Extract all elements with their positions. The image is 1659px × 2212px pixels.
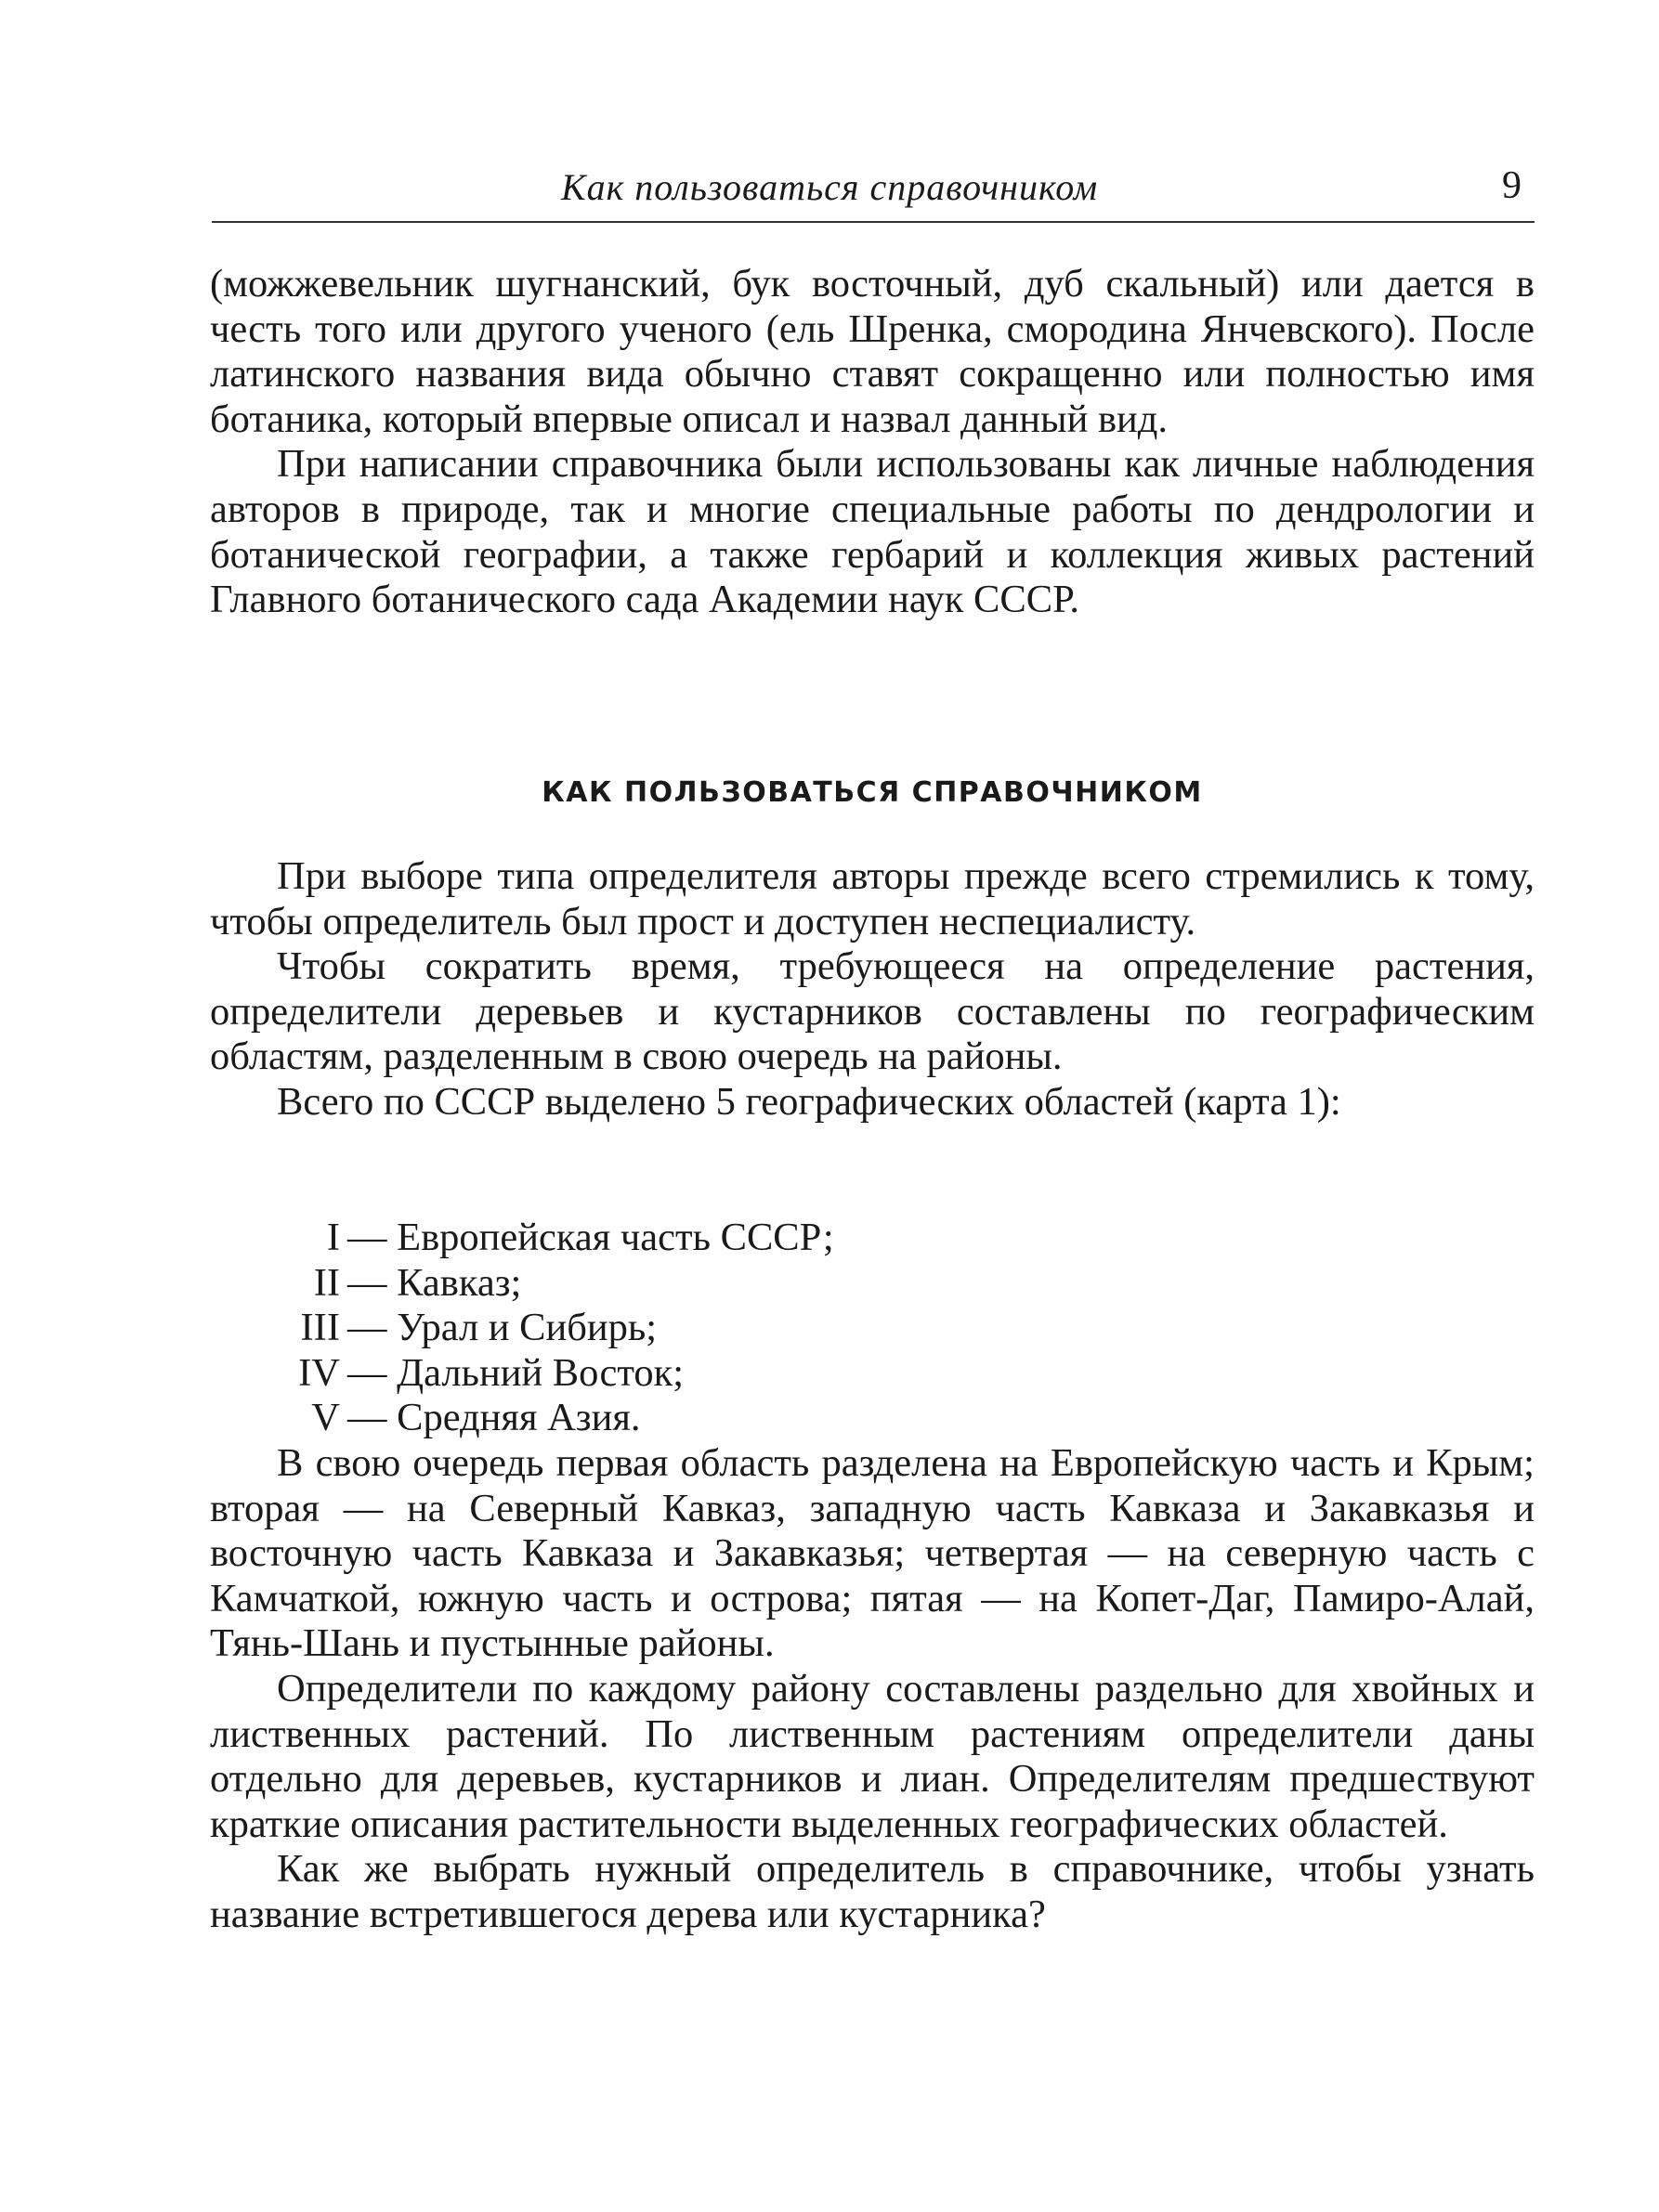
section-text-block [210,1441,1535,1938]
header-rule [212,221,1535,223]
region-list [210,1216,1535,1441]
region-numeral: I [326,1216,340,1259]
intro-paragraph: При написании справочника были использованы как личные наблюдения авторов в природе, так и многие специальные работы по дендрологии и ботанической географии, а также гербарий и коллекция живых растений Главного ботанического сада Академии наук СССР. [210,442,1535,622]
body-paragraph: Определители по каждому району составлены раздельно для хвойных и лиственных растений. По лиственным растениям определители даны отдельно для деревьев, кустарников и лиан. Определителям предшествуют краткие описания растительности выделенных географических областей. [210,1666,1535,1846]
region-item [210,1396,1535,1441]
region-name: — Урал и Сибирь; [347,1306,658,1350]
region-numeral: V [311,1396,340,1440]
page-number: 9 [1502,164,1522,207]
region-name: — Средняя Азия. [347,1396,641,1440]
body-paragraph: При выборе типа определителя авторы прежде всего стремились к тому, чтобы определитель был прост и доступен неспециалисту. [210,854,1535,943]
region-item [210,1216,1535,1261]
body-paragraph: Чтобы сократить время, требующееся на определение растения, определители деревьев и кустарников составлены по географическим областям, разделенным в свою очередь на районы. [210,944,1535,1079]
intro-text-block [210,262,1535,623]
region-item [210,1261,1535,1307]
body-paragraph: Всего по СССР выделено 5 географических областей (карта 1): [277,1079,1341,1124]
section-text-block [210,854,1535,1126]
region-numeral: II [313,1260,340,1305]
body-paragraph: Как же выбрать нужный определитель в справочнике, чтобы узнать название встретившегося дерева или кустарника? [210,1847,1535,1936]
section-heading: КАК ПОЛЬЗОВАТЬСЯ СПРАВОЧНИКОМ [542,776,1203,809]
region-item [210,1306,1535,1351]
region-name: — Европейская часть СССР; [347,1216,834,1259]
region-numeral: IV [298,1350,340,1395]
body-paragraph: В свою очередь первая область разделена на Европейскую часть и Крым; вторая — на Северный Кавказ, западную часть Кавказа и Закавказья и восточную часть Кавказа и Закавказья; четвертая — на северную часть с Камчаткой, южную часть и острова; пятая — на Копет-Даг, Памиро-Алай, Тянь-Шань и пустынные районы. [210,1441,1535,1666]
running-head [212,160,1535,219]
region-name: — Кавказ; [347,1260,522,1305]
region-item [210,1351,1535,1397]
region-numeral: III [300,1306,340,1350]
intro-paragraph: (можжевельник шугнанский, бук восточный, дуб скальный) или дается в честь того или другого ученого (ель Шренка, смородина Янчевского). После латинского названия вида обычно ставят сокращенно или полностью имя ботаника, который впервые описал и назвал данный вид. [210,262,1535,441]
running-title: Как пользоваться справочником [561,166,1099,208]
region-name: — Дальний Восток; [347,1350,685,1395]
